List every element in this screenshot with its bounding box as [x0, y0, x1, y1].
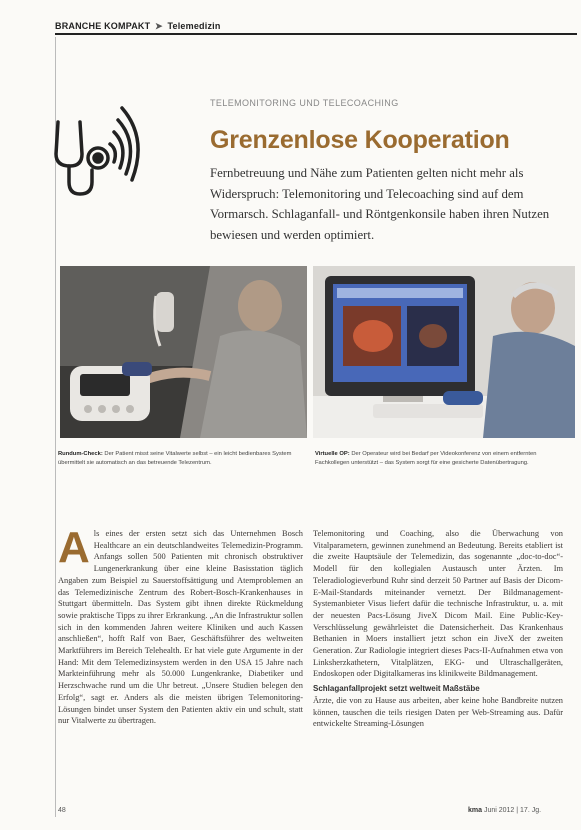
- caption-lead: Rundum-Check:: [58, 451, 103, 457]
- caption-text: Der Patient misst seine Vitalwerte selbst – ein leicht bedienbares System übermittelt sie automatisch an das betreuende Telezentrum.: [58, 451, 292, 466]
- article-title: Grenzenlose Kooperation: [210, 126, 510, 154]
- stethoscope-signal-icon: [20, 92, 160, 202]
- photo-caption-2: [315, 450, 567, 468]
- article-kicker: TELEMONITORING UND TELECOACHING: [210, 98, 399, 108]
- arrow-right-icon: ➤: [155, 21, 163, 31]
- photo-caption-1: [58, 450, 298, 468]
- section-name: BRANCHE KOMPAKT: [55, 21, 151, 31]
- photo-doctor-monitor: [313, 266, 575, 438]
- footer-issue: [468, 807, 541, 814]
- subheading: Schlaganfallprojekt setzt weltweit Maßstäbe: [313, 684, 480, 694]
- issue-date: Juni 2012 | 17. Jg.: [483, 807, 542, 814]
- body-paragraph: Telemonitoring und Coaching, also die Überwachung von Vitalparametern, gewinnen zunehmend an Bedeutung. Bereits etabliert ist die zweite Hauptsäule der Telemedizin, das sogenannte „doc-to-doc“-Modell für den kollegialen Austausch unter Ärzten. Im Teleradiologieverbund Ruhr sind derzeit 50 Partner auf Basis der Dicom-E-Mail-Standards miteinander vernetzt. Der Bildmanagement-Systemanbieter Visus liefert dafür die technische Infrastruktur, u. a. mit der neuesten Pacs-Lösung JiveX Dicom Mail. Eine Public-Key-Verschlüsselung gewährleistet die Datensicherheit. Das Krankenhaus Bethanien in Moers installiert jetzt schon ein JiveX der zweiten Generation. Zur Radiologie integriert dieses Pacs-II-Aufnahmen etwa von Linksherzkathetern, Vitalplätzen, EKG- und Ultraschallgeräten, Endoskopen oder Digitalkameras ins klinikweite Bildmanagement.: [313, 529, 563, 679]
- magazine-name: kma: [468, 807, 483, 814]
- caption-text: Der Operateur wird bei Bedarf per Videokonferenz von einem entfernten Fachkollegen unterstützt – das System sorgt für eine gesicherte Datenübertragung.: [315, 451, 537, 466]
- article-deck: Fernbetreuung und Nähe zum Patienten gelten nicht mehr als Widerspruch: Telemonitoring und Telecoaching sind auf dem Vormarsch. Schlaganfall- und Röntgenkonsile haben ihren Nutzen bewiesen und werden optimiert.: [210, 166, 550, 242]
- body-column-1: [58, 523, 303, 727]
- body-paragraph: ls eines der ersten setzt sich das Unternehmen Bosch Healthcare an ein deutschlandweites Telemedizin-Programm. Anfangs sollen 500 Patienten mit chronisch obstruktiver Lungenerkrankung über eine kleine Basisstation täglich Angaben zum Beispiel zu Sauerstoffsättigung und Atemproblemen an das Telemedizinische Zentrum des Robert-Bosch-Krankenhauses in Stuttgart übermitteln. Das System gibt ihnen direkte Rückmeldung sowie praktische Tipps zu ihrer Erkrankung. „An die Infrastruktur sollen sich in den kommenden Jahren weitere Kliniken und auch Kassen anschließen“, hofft Ralf von Baer, Geschäftsführer des weltweiten Marktführers im Bereich Telehealth. Er hat viele gute Argumente in der Hand: Mit dem Telemedizinsystem werden in den USA 15 Jahre nach Markteinführung mehr als 50.000 Lungenkranke, Diabetiker und Herzschwache rund um die Uhr betreut. „Unsere Studien belegen den Erfolg“, sagt er. Anders als die meisten übrigen Telemonitoring-Lösungen bindet unser System den Patienten aktiv ein und schult, statt nur Vitalwerte zu übertragen.: [58, 529, 303, 726]
- page-number: 48: [58, 807, 66, 814]
- body-paragraph: Ärzte, die von zu Hause aus arbeiten, aber keine hohe Bandbreite nutzen können, tauschen die teils riesigen Daten per Web-Streaming aus. Dafür entwickelte Streaming-Lösungen: [313, 695, 563, 729]
- header-rule: [55, 33, 577, 35]
- section-header: [55, 21, 221, 32]
- body-column-2: [313, 528, 563, 730]
- section-topic: Telemedizin: [167, 21, 221, 31]
- photo-patient-measuring: [60, 266, 307, 438]
- drop-cap: A: [58, 523, 90, 572]
- caption-lead: Virtuelle OP:: [315, 451, 350, 457]
